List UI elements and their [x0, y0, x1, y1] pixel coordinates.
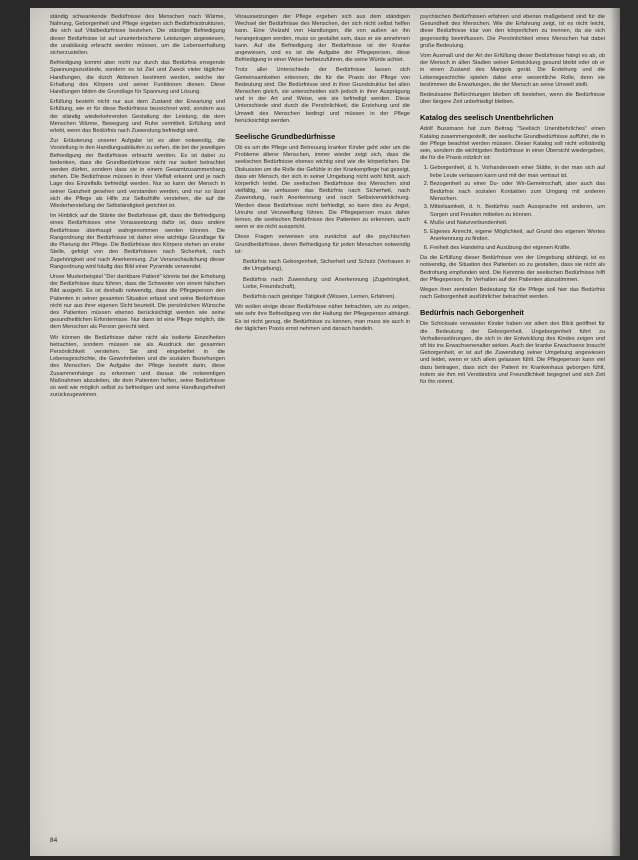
document-page — [30, 8, 620, 856]
list-item: 5. Eigenes Anrecht, eigene Möglichkeit, auf Grund des eigenen Wertes Anerkennung zu finden. — [430, 229, 605, 243]
text-column-left — [50, 14, 225, 834]
indented-item: Bedürfnis nach Zuwendung und Anerkennung (Zugehörigkeit, Liebe, Freundschaft), — [243, 276, 410, 290]
paragraph: Die Schicksale verwaister Kinder haben vor allem den Blick geöffnet für die Bedeutung der Geborgenheit. Ungeborgenheit führt zu Verhaltensstörungen, die sich in der Entwicklung des Kindes zeigen und oft bis ins Erwachsenenalter wirken. Auch der kranke Erwachsene braucht Geborgenheit, er ist auf die Zuwendung seiner Umgebung angewiesen und leidet, wenn er sich allein gelassen fühlt. Die Pflegeperson kann viel dazu beitragen, dass sich der Patient im Krankenhaus geborgen fühlt, indem sie ihm mit Verständnis und Freundlichkeit begegnet und sich Zeit für ihn nimmt. — [420, 321, 605, 386]
paragraph: psychischen Bedürfnissen erfahren und ebenso maßgebend sind für die Gesundheit des Menschen. Wie die Erfahrung zeigt, ist es nicht leicht, diese Bedürfnisse klar von den körperlichen zu trennen, da sie sich gegenseitig beeinflussen. Die Persönlichkeit eines Menschen hat dabei große Bedeutung. — [420, 14, 605, 49]
indented-item: Bedürfnis nach geistiger Tätigkeit (Wissen, Lernen, Erfahren). — [243, 293, 396, 300]
paragraph: Erfüllung besteht nicht nur aus dem Zustand der Erwartung und Erfüllung, wie er für diese Bedürfnisse bezeichnet wird, sondern aus der ständig wiederkehrenden Gestaltung der Leistung, die dem Menschen Wärme, Bewegung und Ruhe vermittelt. Erfüllung wird erlebt, wenn das Bedürfnis nach Zuwendung befriedigt wird. — [50, 99, 225, 135]
paragraph: Zur Erläuterung unserer Aufgabe ist es aber notwendig, die Vorstellung in den Handlungsabläufen zu sehen, die bei der jeweiligen Befriedigung der Bedürfnisse erbracht werden. Es ist dabei zu bedenken, dass die Grundbedürfnisse nicht nur isoliert betrachtet werden dürfen, sondern dass sie in einem Gesamtzusammenhang stehen. Die Bedürfnisse müssen in ihrer Vielfalt erkannt und je nach Lage des Einzelfalls befriedigt werden. Nur so kann der Mensch in seiner Ganzheit gesehen und verstanden werden, und nur so lässt sich die Pflege als Hilfe zur Selbsthilfe verstehen, die auf die Wiederherstellung der Selbständigkeit gerichtet ist. — [50, 138, 225, 210]
section-heading: Katalog des seelisch Unentbehrlichen — [420, 113, 554, 123]
paragraph: Trotz aller Unterschiede der Bedürfnisse lassen sich Gemeinsamkeiten erkennen, die für die Praxis der Pflege von Bedeutung sind. Die Bedürfnisse sind in ihrer Grundstruktur bei allen Menschen gleich, sie unterscheiden sich jedoch in ihrer Ausprägung und in der Art und Weise, wie sie befriedigt werden. Diese Unterschiede sind durch die Persönlichkeit, die Erziehung und die Umwelt des Menschen bedingt und müssen in der Pflege berücksichtigt werden. — [235, 67, 410, 124]
numbered-list — [420, 165, 605, 252]
text-column-right — [420, 14, 605, 834]
list-item: 2. Bezogenheit zu einer Du- oder Wir-Gemeinschaft, aber auch das Bedürfnis nach sozialen Kontakten zum Umgang mit anderen Menschen. — [430, 181, 605, 203]
paragraph: Ob es um die Pflege und Betreuung kranker Kinder geht oder um die Probleme älterer Menschen, immer wieder zeigt sich, dass die seelischen Bedürfnisse ebenso wichtig sind wie die körperlichen. Die Diskussion um die Rolle der Gefühle in der Krankenpflege hat gezeigt, dass ein Mensch, der sich in seiner Umgebung nicht wohl fühlt, auch körperlich leidet. Die seelischen Bedürfnisse des Menschen sind vielfältig, sie umfassen das Bedürfnis nach Sicherheit, nach Zuwendung, nach Anerkennung und nach Selbstverwirklichung. Werden diese Bedürfnisse nicht befriedigt, so kann dies zu Angst, Unruhe und Verzweiflung führen. Die Pflegeperson muss daher lernen, die seelischen Bedürfnisse des Patienten zu erkennen, auch wenn er sie nicht ausspricht. — [235, 145, 410, 231]
paragraph: Unser Musterbeispiel "Der dankbare Patient" könnte bei der Erhebung der Bedürfnisse dazu führen, dass die Schwester von einem falschen Bild ausgeht. Es ist deshalb notwendig, dass die Pflegeperson den Patienten in seiner gesamten Situation erfasst und seine Bedürfnisse nicht nur aus ihrer eigenen Sicht beurteilt. Die persönlichen Wünsche des Patienten müssen ebenso berücksichtigt werden wie seine gesundheitlichen Erfordernisse. Nur dann ist eine Pflege möglich, die dem Menschen als Person gerecht wird. — [50, 273, 225, 331]
list-item: 6. Freiheit des Handelns und Ausübung der eigenen Kräfte. — [430, 245, 605, 252]
paragraph: Voraussetzungen der Pflege ergeben sich aus dem ständigen Wechsel der Bedürfnisse des Menschen, der sich nicht selbst helfen kann. Eine Vielzahl von Handlungen, die von außen an ihn herangetragen werden, muss so gestaltet sein, dass er sie annehmen kann. Auf die Befriedigung der Bedürfnisse ist der Kranke angewiesen, und es ist die Aufgabe der Pflegeperson, diese Befriedigung in einer Weise herbeizuführen, die seine Würde achtet. — [235, 14, 410, 64]
text-column-middle — [235, 14, 410, 834]
paragraph: Wir können die Bedürfnisse daher nicht als isolierte Einzelheiten betrachten, sondern müssen sie als Ausdruck der gesamten Persönlichkeit verstehen. Sie sind eingebettet in die Lebensgeschichte, die Gewohnheiten und die sozialen Beziehungen des Menschen. Die Aufgabe der Pflege besteht darin, diese Zusammenhänge zu erkennen und daraus die notwendigen Maßnahmen abzuleiten, die dem Patienten helfen, seine Bedürfnisse so weit wie möglich selbst zu befriedigen und seine Handlungsfreiheit zurückzugewinnen. — [50, 334, 225, 399]
paragraph: Im Hinblick auf die Stärke der Bedürfnisse gilt, dass die Befriedigung eines Bedürfnisses eine Voraussetzung dafür ist, dass andere Bedürfnisse überhaupt wahrgenommen werden können. Die Rangordnung der Bedürfnisse ist daher eine wichtige Grundlage für die Planung der Pflege. Die Bedürfnisse des Körpers stehen an erster Stelle, gefolgt von den Bedürfnissen nach Sicherheit, nach Zugehörigkeit und nach Anerkennung. Zur Veranschaulichung dieser Rangordnung wird häufig das Bild einer Pyramide verwendet. — [50, 213, 225, 270]
paragraph: Diese Fragen verweisen uns zunächst auf die psychischen Grundbedürfnisse, deren Befriedigung für jeden Menschen notwendig ist: — [235, 234, 410, 255]
list-item: 3. Mitteilsamkeit, d. h. Bedürfnis nach Aussprache mit anderen, um Sorgen und Freuden mitteilen zu können. — [430, 204, 605, 218]
paragraph: Wir wollen einige dieser Bedürfnisse näher betrachten, um zu zeigen, wie sehr ihre Befriedigung von der Haltung der Pflegeperson abhängt. Es ist nicht genug, die Bedürfnisse zu kennen, man muss sie auch in der täglichen Praxis ernst nehmen und danach handeln. — [235, 304, 410, 332]
section-heading: Bedürfnis nach Geborgenheit — [420, 308, 524, 318]
list-item: 1. Geborgenheit, d. h. Vorhandensein einer Stätte, in der man sich auf liebe Leute verlassen kann und mit der man vertraut ist. — [430, 165, 605, 179]
indented-item: Bedürfnis nach Geborgenheit, Sicherheit und Schutz (Vertrauen in die Umgebung), — [243, 259, 410, 273]
paragraph: Befriedigung kommt aber nicht nur durch das Bedürfnis erregende Spannungszustände, sondern es ist Ziel und Zweck vieler täglicher Handlungen, die durch Aktionen bestimmt werden, welche der Erhaltung des Körpers und seiner Funktionen dienen. Diese Handlungen bilden die Grundlage für Spannung und Lösung. — [50, 60, 225, 96]
paragraph: ständig schwankende Bedürfnisse des Menschen nach Wärme, Nahrung, Geborgenheit und Pflege ergeben sich Bedürfnisstrukturen, die sich auf Vitalbedürfnisse beziehen. Die ständige Befriedigung dieser Bedürfnisse ist auf ununterbrochene Leistungen angewiesen, die unablässig erbracht werden müssen, um die Lebenserhaltung sicherzustellen. — [50, 14, 225, 57]
list-item: 4. Muße und Naturverbundenheit. — [430, 220, 605, 227]
page-number: 84 — [50, 837, 58, 844]
paragraph: Vom Ausmaß und der Art der Erfüllung dieser Bedürfnisse hängt es ab, ob der Mensch in allen Stadien seiner Entwicklung gesund bleibt oder ob er in einen Zustand des Mangels gerät. Die Erziehung und die Lebensgeschichte spielen dabei eine wesentliche Rolle, denn sie bestimmen die Erwartungen, die der Mensch an seine Umwelt stellt. — [420, 53, 605, 88]
paragraph: Da die Erfüllung dieser Bedürfnisse von der Umgebung abhängt, ist es notwendig, die Situation des Patienten so zu gestalten, dass sie nicht als Bedrohung empfunden wird. Die Kenntnis der seelischen Bedürfnisse hilft der Pflegeperson, ihr Verhalten auf den Patienten abzustimmen. — [420, 255, 605, 283]
paragraph: Wegen ihrer zentralen Bedeutung für die Pflege soll hier das Bedürfnis nach Geborgenheit ausführlicher betrachtet werden. — [420, 287, 605, 301]
paragraph: Adolf Bussmann hat zum Beitrag "Seelisch Unentbehrliches" einen Katalog zusammengestellt, der seelische Grundbedürfnisse aufführt, die in der Pflege beachtet werden müssen. Dieser Katalog soll nicht vollständig sein, sondern die wichtigsten Bedürfnisse in einer Übersicht wiedergeben, die für die Praxis nützlich ist: — [420, 126, 605, 162]
section-heading: Seelische Grundbedürfnisse — [235, 132, 336, 142]
paragraph: Bedeutsame Befürchtungen bleiben oft bestehen, wenn die Bedürfnisse über längere Zeit unbefriedigt bleiben. — [420, 92, 605, 106]
